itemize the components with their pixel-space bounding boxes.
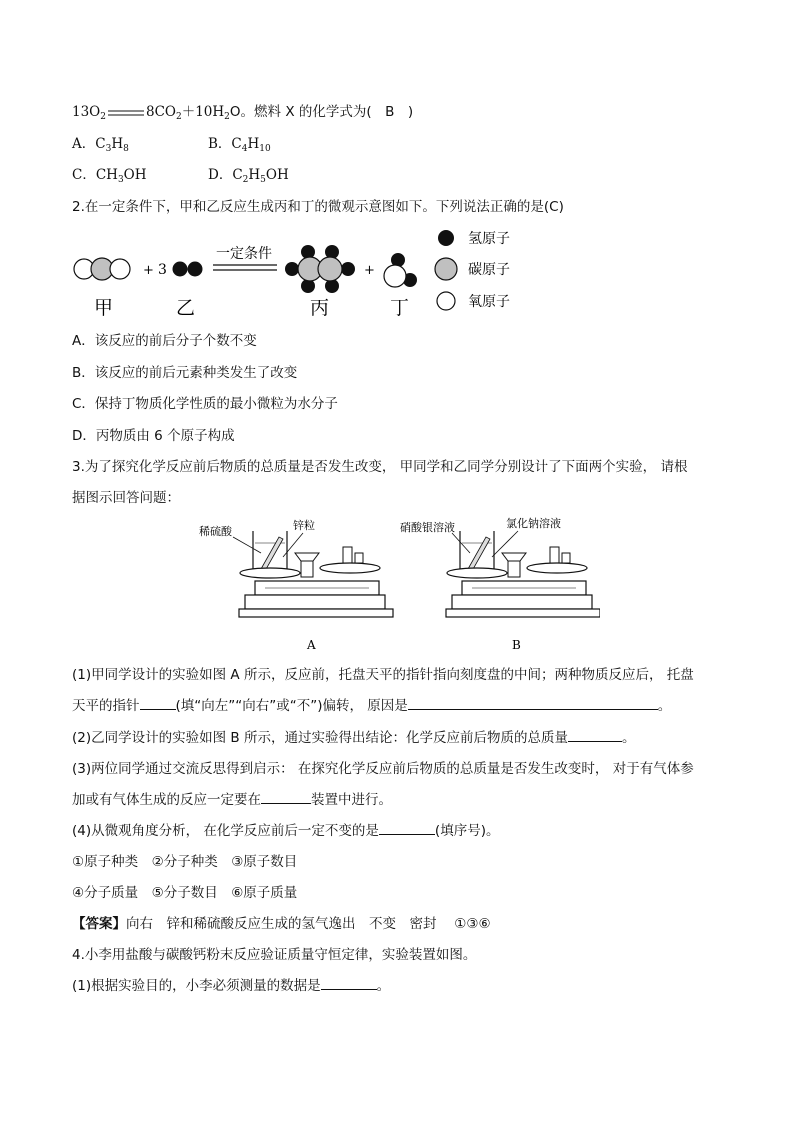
fig-a-label-zinc: 锌粒	[293, 519, 315, 532]
answer-blank-data[interactable]	[321, 977, 377, 990]
fig-b-caption: B	[512, 638, 521, 652]
legend-hydrogen: 氢原子	[468, 231, 510, 247]
label-jia: 甲	[94, 297, 114, 319]
legend-carbon-swatch	[435, 258, 457, 280]
reaction-diagram	[70, 224, 540, 324]
q3-part1-line2	[72, 697, 671, 715]
q4-stem: 4.小李用盐酸与碳酸钙粉末反应验证质量守恒定律，实验装置如图。	[72, 947, 477, 963]
eq-reactant: 13O	[72, 104, 101, 120]
text: 。	[657, 698, 672, 714]
q3-part3-line2	[72, 791, 392, 809]
molecule-jia	[74, 258, 130, 280]
q2-option-b: B．该反应的前后元素种类发生了改变	[72, 365, 298, 381]
fig-a-caption: A	[307, 638, 316, 652]
option-text: H	[247, 136, 260, 152]
q2-stem: 2.在一定条件下，甲和乙反应生成丙和丁的微观示意图如下。下列说法正确的是(C)	[72, 199, 564, 215]
label-bing: 丙	[310, 297, 330, 319]
q3-part3-line1: (3)两位同学通过交流反思得到启示： 在探究化学反应前后物质的总质量是否发生改变时， 对于有气体参	[72, 761, 694, 777]
q3-answer	[72, 915, 491, 933]
answer-tag: 【答案】	[72, 916, 126, 932]
q1-question-tail: O。燃料 X 的化学式为( B )	[229, 104, 414, 120]
option-text: OH	[123, 167, 147, 183]
text: (填序号)。	[434, 823, 500, 839]
fig-b-label-silver-nitrate: 硝酸银溶液	[400, 521, 455, 534]
fig-a-label-acid: 稀硫酸	[199, 525, 232, 538]
q1-equation	[72, 103, 413, 126]
option-text: H	[248, 167, 261, 183]
answer-blank-reason[interactable]	[408, 697, 658, 710]
subscript: 5	[260, 175, 266, 185]
text: 。	[376, 978, 391, 994]
plus-sign: +	[143, 263, 154, 278]
q3-stem-line1: 3.为了探究化学反应前后物质的总质量是否发生改变， 甲同学和乙同学分别设计了下面两个实验， 请根	[72, 459, 688, 475]
q3-choices-line2: ④分子质量 ⑤分子数目 ⑥原子质量	[72, 885, 298, 901]
answer-blank-invariant[interactable]	[379, 822, 435, 835]
q3-part4	[72, 822, 499, 840]
legend-oxygen-swatch	[437, 292, 455, 310]
option-text: B．C	[208, 136, 242, 152]
balance-figure-b	[400, 513, 600, 655]
text: (填“向左”“向右”或“不”)偏转， 原因是	[175, 698, 408, 714]
molecule-ding	[384, 253, 417, 287]
text: 装置中进行。	[311, 792, 392, 808]
text: 加或有气体生成的反应一定要在	[72, 792, 261, 808]
q3-stem-line2: 据图示回答问题：	[72, 490, 180, 506]
q1-option-b	[208, 135, 271, 158]
answer-blank-mass[interactable]	[568, 729, 622, 742]
legend-oxygen: 氧原子	[468, 294, 510, 310]
q3-part1-line1: (1)甲同学设计的实验如图 A 所示，反应前，托盘天平的指针指向刻度盘的中间；两种物质反应后， 托盘	[72, 667, 694, 683]
q4-part1	[72, 977, 390, 995]
text: 天平的指针	[72, 698, 140, 714]
subscript: 3	[105, 144, 112, 154]
q3-part2	[72, 729, 635, 747]
q1-option-c	[72, 166, 147, 189]
molecule-bing	[285, 245, 355, 293]
text: (1)根据实验目的，小李必须测量的数据是	[72, 978, 321, 994]
label-yi: 乙	[176, 297, 196, 319]
coefficient: 3	[158, 262, 167, 278]
plus-sign: +	[364, 263, 375, 278]
legend-carbon: 碳原子	[468, 262, 510, 278]
option-text: D．C	[208, 167, 243, 183]
balance-figure-a	[195, 513, 395, 655]
option-text: H	[111, 136, 124, 152]
option-text: C．CH	[72, 167, 118, 183]
subscript: 2	[224, 112, 230, 122]
subscript: 3	[117, 175, 124, 185]
subscript: 8	[123, 144, 129, 154]
q2-option-a: A．该反应的前后分子个数不变	[72, 333, 257, 349]
equals-sign	[106, 108, 146, 118]
molecule-yi	[173, 262, 203, 277]
subscript: 4	[241, 144, 248, 154]
answer-text: 向右 锌和稀硫酸反应生成的氢气逸出 不变 密封 ①③⑥	[126, 916, 491, 932]
legend-hydrogen-swatch	[438, 230, 454, 246]
option-text: OH	[265, 167, 289, 183]
eq-product-2: ＋10H	[181, 104, 225, 120]
subscript: 2	[175, 112, 182, 122]
subscript: 2	[100, 112, 106, 122]
q3-choices-line1: ①原子种类 ②分子种类 ③原子数目	[72, 854, 298, 870]
text: (2)乙同学设计的实验如图 B 所示，通过实验得出结论：化学反应前后物质的总质量	[72, 730, 568, 746]
legend	[435, 230, 510, 310]
text: (4)从微观角度分析， 在化学反应前后一定不变的是	[72, 823, 379, 839]
subscript: 10	[259, 144, 271, 154]
q2-option-c: C．保持丁物质化学性质的最小微粒为水分子	[72, 396, 338, 412]
option-text: A．C	[72, 136, 106, 152]
q1-option-d	[208, 166, 289, 189]
text: 。	[621, 730, 636, 746]
fig-b-label-nacl: 氯化钠溶液	[506, 517, 561, 530]
eq-product-1: 8CO	[145, 104, 176, 120]
subscript: 2	[242, 175, 249, 185]
q2-option-d: D．丙物质由 6 个原子构成	[72, 428, 235, 444]
label-ding: 丁	[390, 297, 410, 319]
answer-blank-direction[interactable]	[140, 697, 176, 710]
answer-blank-device[interactable]	[261, 791, 311, 804]
reaction-condition: 一定条件	[216, 246, 272, 262]
q1-option-a	[72, 135, 129, 158]
